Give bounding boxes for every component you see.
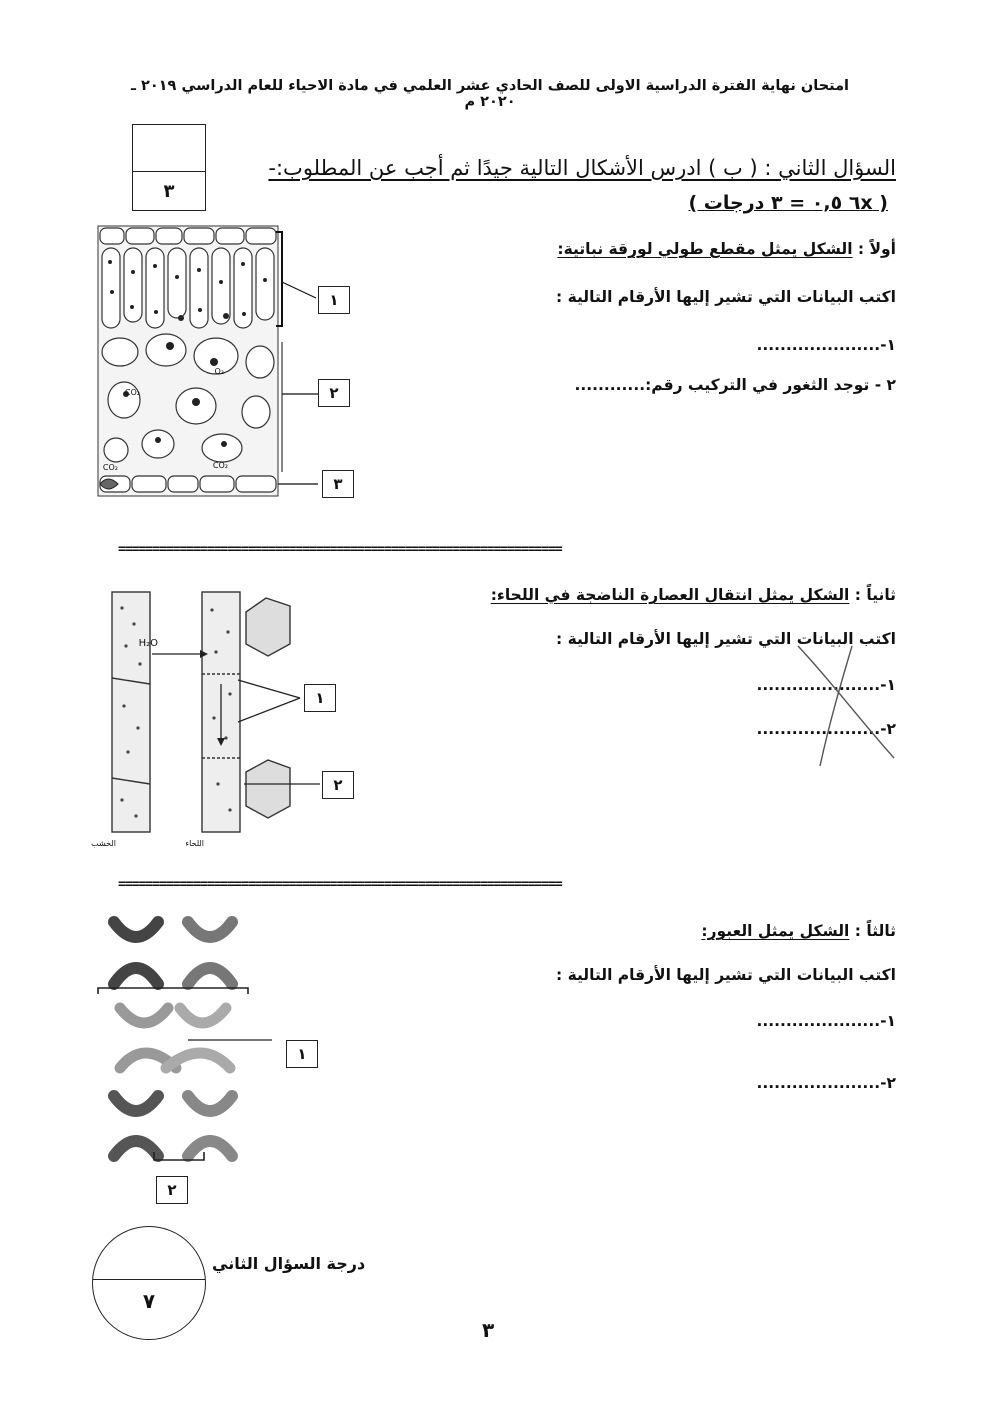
part1-heading <box>557 240 896 258</box>
crossing-label-1: ١ <box>286 1040 318 1068</box>
cross-out-mark <box>790 640 900 770</box>
exam-header: امتحان نهاية الفترة الدراسية الاولى للصف الحادي عشر العلمي في مادة الاحياء للعام الدراسي ٢٠١٩ ـ ٢٠٢٠ م <box>130 78 850 110</box>
part2-answer-1[interactable]: ١-..................... <box>756 676 896 694</box>
part1-answer-2[interactable]: ٢ - توجد الثغور في التركيب رقم:............ <box>574 376 896 394</box>
leaf-label-1: ١ <box>318 286 350 314</box>
part3-prefix: ثالثاً : <box>849 922 896 940</box>
leaf-label-2: ٢ <box>318 379 350 407</box>
h2o-label: H₂O <box>138 638 158 649</box>
part1-prefix: أولاً : <box>852 240 896 258</box>
part3-instruction: اكتب البيانات التي تشير إليها الأرقام التالية : <box>555 966 896 984</box>
question-grade-circle <box>92 1226 206 1340</box>
score-box-empty-cell <box>133 125 205 172</box>
part3-answer-1[interactable]: ١-..................... <box>756 1012 896 1030</box>
part2-answer-2[interactable]: ٢-..................... <box>756 720 896 738</box>
part1-instruction: اكتب البيانات التي تشير إليها الأرقام التالية : <box>555 288 896 306</box>
question-grade-label: درجة السؤال الثاني <box>212 1254 366 1273</box>
part2-instruction: اكتب البيانات التي تشير إليها الأرقام التالية : <box>555 630 896 648</box>
score-box <box>132 124 206 211</box>
leaf-label-3: ٣ <box>322 470 354 498</box>
phloem-figure <box>91 588 354 850</box>
grade-circle-divider <box>93 1279 205 1280</box>
co2-label-1: CO₂ <box>124 388 140 397</box>
separator-1: ================================================================= <box>118 542 562 557</box>
co2-label-2: CO₂ <box>102 463 118 472</box>
xylem-label: الخشب <box>91 839 116 848</box>
leaf-section-figure <box>96 222 366 504</box>
phloem-label-1: ١ <box>304 684 336 712</box>
page-number: ٣ <box>482 1318 495 1342</box>
crossing-label-2: ٢ <box>156 1176 188 1204</box>
part2-prefix: ثانياً : <box>849 586 896 604</box>
question-grade-value: ٧ <box>142 1289 156 1313</box>
co2-label-3: CO₂ <box>212 461 228 470</box>
crossing-over-figure <box>96 912 272 1168</box>
part1-answer-1[interactable]: ١-..................... <box>756 336 896 354</box>
part2-title: الشكل يمثل انتقال العصارة الناضجة في اللحاء: <box>490 586 850 604</box>
phloem-label-2: ٢ <box>322 771 354 799</box>
question-marks: ( ٦x ٠,٥ = ٣ درجات ) <box>688 192 888 214</box>
question-title: السؤال الثاني : ( ب ) ادرس الأشكال التالية جيدًا ثم أجب عن المطلوب:- <box>268 156 896 180</box>
part2-heading <box>491 586 896 604</box>
part3-answer-2[interactable]: ٢-..................... <box>756 1074 896 1092</box>
part3-title: الشكل يمثل العبور: <box>701 922 850 940</box>
part1-title: الشكل يمثل مقطع طولي لورقة نباتية: <box>557 240 853 258</box>
score-box-value: ٣ <box>163 180 175 202</box>
o2-label: O₂ <box>214 367 224 376</box>
part3-heading <box>701 922 896 940</box>
separator-2: ================================================================= <box>118 877 562 892</box>
phloem-label: اللحاء <box>185 839 204 848</box>
